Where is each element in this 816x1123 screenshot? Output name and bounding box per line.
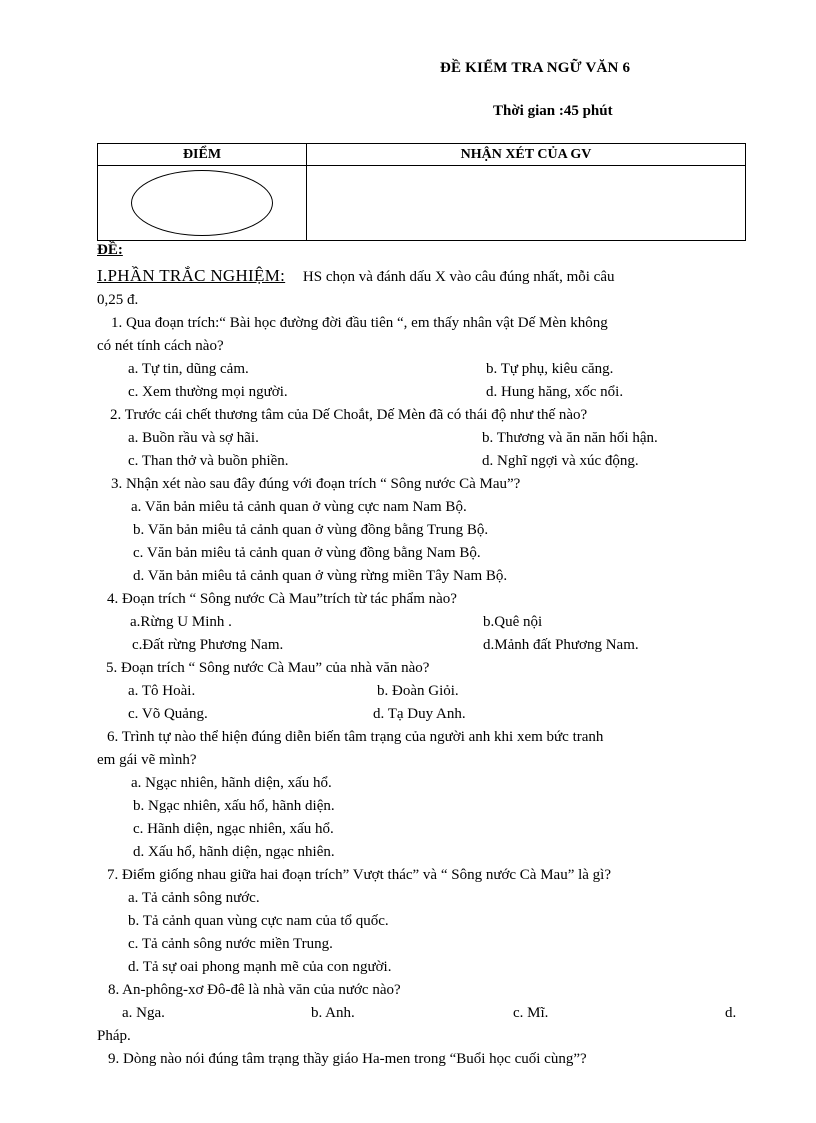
question-9: 9. Dòng nào nói đúng tâm trạng thầy giáo Ha-men trong “Buổi học cuối cùng”? (108, 1051, 587, 1067)
question-1-options-row1 (97, 358, 742, 381)
option-2a: a. Buồn rầu và sợ hãi. (128, 430, 259, 446)
option-3a: a. Văn bản miêu tả cảnh quan ở vùng cực nam Nam Bộ. (131, 499, 467, 515)
option-4a: a.Rừng U Minh . (130, 614, 232, 630)
option-7b: b. Tả cảnh quan vùng cực nam của tổ quốc. (128, 913, 389, 929)
question-4: 4. Đoạn trích “ Sông nước Cà Mau”trích từ tác phẩm nào? (107, 591, 457, 607)
question-7: 7. Điểm giống nhau giữa hai đoạn trích” Vượt thác” và “ Sông nước Cà Mau” là gì? (107, 867, 612, 883)
option-4c: c.Đất rừng Phương Nam. (132, 637, 284, 653)
question-4-options-row2 (97, 634, 742, 657)
option-8b: b. Anh. (311, 1005, 355, 1021)
grade-table (97, 143, 746, 241)
option-7c: c. Tả cảnh sông nước miền Trung. (128, 936, 333, 952)
option-8d-cont: Pháp. (97, 1028, 131, 1044)
option-6d: d. Xấu hổ, hãnh diện, ngạc nhiên. (133, 844, 335, 860)
option-6a: a. Ngạc nhiên, hãnh diện, xấu hổ. (131, 775, 332, 791)
question-6: 6. Trình tự nào thể hiện đúng diễn biến tâm trạng của người anh khi xem bức tranh (107, 729, 604, 745)
option-6c: c. Hãnh diện, ngạc nhiên, xấu hổ. (133, 821, 334, 837)
score-cell (98, 166, 307, 241)
option-5a: a. Tô Hoài. (128, 683, 196, 699)
question-6-cont: em gái vẽ mình? (97, 752, 197, 768)
option-8c: c. Mĩ. (513, 1005, 549, 1021)
exam-content (97, 262, 742, 1071)
option-4b: b.Quê nội (483, 614, 543, 630)
option-5d: d. Tạ Duy Anh. (373, 706, 466, 722)
question-8: 8. An-phông-xơ Đô-đê là nhà văn của nước nào? (108, 982, 401, 998)
question-3: 3. Nhận xét nào sau đây đúng với đoạn trích “ Sông nước Cà Mau”? (111, 476, 521, 492)
question-5: 5. Đoạn trích “ Sông nước Cà Mau” của nhà văn nào? (106, 660, 430, 676)
exam-title: ĐỀ KIỂM TRA NGỮ VĂN 6 (440, 60, 631, 76)
question-2: 2. Trước cái chết thương tâm của Dế Choắt, Dế Mèn đã có thái độ như thế nào? (110, 407, 588, 423)
question-5-options-row1 (97, 680, 742, 703)
score-oval (131, 170, 273, 236)
option-3d: d. Văn bản miêu tả cảnh quan ở vùng rừng miền Tây Nam Bộ. (133, 568, 508, 584)
option-1b: b. Tự phụ, kiêu căng. (486, 361, 614, 377)
option-1d: d. Hung hăng, xốc nổi. (486, 384, 624, 400)
question-1: 1. Qua đoạn trích:“ Bài học đường đời đầu tiên “, em thấy nhân vật Dế Mèn không (111, 315, 608, 331)
option-3b: b. Văn bản miêu tả cảnh quan ở vùng đồng bằng Trung Bộ. (133, 522, 489, 538)
question-1-options-row2 (97, 381, 742, 404)
section-title: I.PHẦN TRẮC NGHIỆM: (97, 266, 286, 285)
comment-cell (307, 166, 746, 241)
question-5-options-row2 (97, 703, 742, 726)
question-2-options-row1 (97, 427, 742, 450)
option-2d: d. Nghĩ ngợi và xúc động. (482, 453, 639, 469)
option-5b: b. Đoàn Giỏi. (377, 683, 459, 699)
option-2b: b. Thương và ăn năn hối hận. (482, 430, 658, 446)
score-header: ĐIỂM (98, 144, 307, 166)
option-4d: d.Mảnh đất Phương Nam. (483, 637, 639, 653)
question-8-options (97, 1002, 742, 1025)
option-1c: c. Xem thường mọi người. (128, 384, 288, 400)
option-1a: a. Tự tin, dũng cảm. (128, 361, 249, 377)
section-instruction-cont: 0,25 đ. (97, 292, 139, 308)
comment-header: NHẬN XÉT CỦA GV (307, 144, 746, 166)
exam-duration: Thời gian :45 phút (493, 103, 613, 119)
de-label: ĐỀ: (97, 242, 123, 258)
option-7a: a. Tả cảnh sông nước. (128, 890, 260, 906)
section-heading-line (97, 262, 742, 289)
question-1-cont: có nét tính cách nào? (97, 338, 224, 354)
question-2-options-row2 (97, 450, 742, 473)
section-instruction: HS chọn và đánh dấu X vào câu đúng nhất, mỗi câu (302, 269, 615, 285)
option-8d: d. (725, 1005, 737, 1021)
option-6b: b. Ngạc nhiên, xấu hổ, hãnh diện. (133, 798, 335, 814)
option-2c: c. Than thở và buồn phiền. (128, 453, 289, 469)
option-5c: c. Võ Quảng. (128, 706, 208, 722)
option-7d: d. Tả sự oai phong mạnh mẽ của con người. (128, 959, 392, 975)
option-8a: a. Nga. (122, 1005, 165, 1021)
question-4-options-row1 (97, 611, 742, 634)
option-3c: c. Văn bản miêu tả cảnh quan ở vùng đồng bằng Nam Bộ. (133, 545, 481, 561)
